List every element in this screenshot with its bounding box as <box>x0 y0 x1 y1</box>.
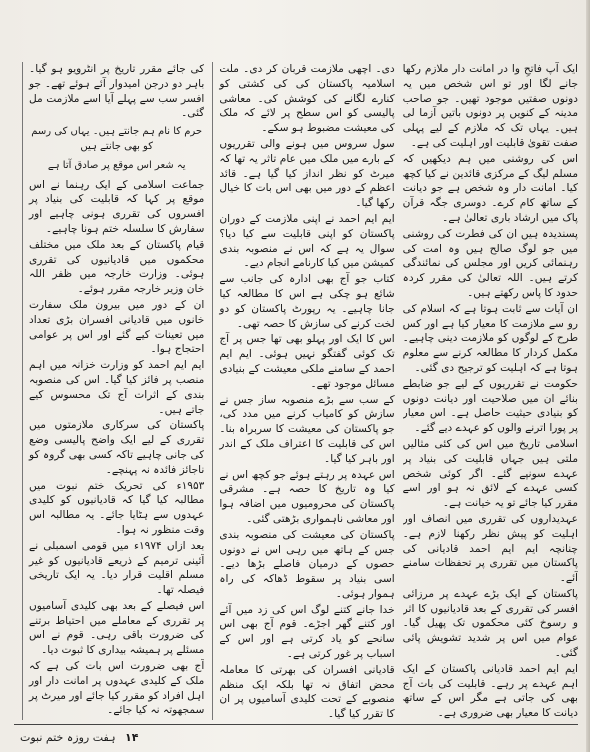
paragraph: کی جائے مقرر تاریخ پر انٹرویو ہو گیا۔ باہر دو درجن امیدوار آئے ہوئے تھے۔ جو افسر سب سے پہلے آیا اسے ملازمت مل گئی۔ <box>29 63 205 120</box>
footer-rule <box>14 724 578 725</box>
paragraph: دی۔ اچھی ملازمت قربان کر دی۔ ملت اسلامیہ پاکستان کی کی کشتی کو کنارے لگانے کی کوشش کی۔ معاشی پالیسی کو اس سطح پر لائے کہ ملک کی معیشت مضبوط ہو سکے۔ <box>219 63 395 135</box>
paragraph: عہدیداروں کی تقرری میں انصاف اور اہلیت کو پیش نظر رکھنا لازم ہے۔ چنانچہ ایم ایم احمد قادیانی کی پاکستان میں تقرری پر تحفظات سامنے آئے۔ <box>402 512 578 585</box>
paragraph: خدا جانے کتنے لوگ اس کی زد میں آئے اور کتنے گھر اجڑے۔ قوم آج بھی اس سانحے کو یاد کرتی ہے اور اس کے اسباب پر غور کرتی ہے۔ <box>219 603 395 661</box>
paragraph: ایم ایم احمد کو وزارت خزانہ میں اہم منصب پر فائز کیا گیا۔ اس کی منصوبہ بندی کے اثرات آج تک محسوس کیے جاتے ہیں۔ <box>29 359 205 416</box>
paragraph: اسلامی تاریخ میں اس کی کئی مثالیں ملتی ہیں جہاں قابلیت کی بنیاد پر عہدے سونپے گئے۔ اگر کوئی شخص کسی عہدے کے لائق نہ ہو اور اسے مقرر کیا جائے تو یہ خیانت ہے۔ <box>402 437 578 510</box>
paragraph: ایم ایم احمد قادیانی پاکستان کے ایک اہم عہدے پر رہے۔ قابلیت کی بات آج بھی کی جاتی ہے مگر اس کے ساتھ دیانت کا معیار بھی ضروری ہے۔ <box>402 662 578 720</box>
column-right <box>403 62 578 720</box>
paragraph: ایک آپ فاتحِ وا در امانت دار ملازم رکھا جانے لگا اور تو اس شخص میں یہ دونوں صفتیں موجود تھیں۔ جو صاحب مدینہ کے کنویں پر دونوں باتیں آزما لی ہیں۔ یہاں تک کہ ملازم کے لیے پہلی صفت تقویٰ قابلیت اور اہلیت کی ہے۔ <box>402 63 578 149</box>
column-left <box>22 62 204 720</box>
verse-line: حرم کا نام ہم جانتے ہیں۔ یہاں کی رسم کو بھی جانتے ہیں <box>31 126 203 152</box>
paragraph: کے سب سے بڑے منصوبہ ساز جس نے سازش کو کامیاب کرنے میں مدد کی، جو پاکستان کی معیشت کا سربراہ بنا۔ اس کی قابلیت کا اعتراف ملک کے اندر اور باہر کیا گیا۔ <box>219 393 395 465</box>
paragraph: بعد ازاں ۱۹۷۴ء میں قومی اسمبلی نے آئینی ترمیم کے ذریعے قادیانیوں کو غیر مسلم اقلیت قرار دیا۔ یہ ایک تاریخی فیصلہ تھا۔ <box>29 539 205 597</box>
page-footer <box>20 731 138 744</box>
verse-note: یہ شعر اس موقع پر صادق آتا ہے <box>47 159 186 171</box>
paragraph: حکومت نے تقرریوں کے لیے جو ضابطے بنائے ان میں صلاحیت اور دیانت دونوں کو بنیادی حیثیت حاصل ہے۔ اس معیار پر پورا اترنے والوں کو عہدے دیے گئے۔ <box>402 377 578 435</box>
paragraph: ان کے دور میں بیرون ملک سفارت خانوں میں قادیانی افسران بڑی تعداد میں تعینات کیے گئے اور اس پر عوامی احتجاج ہوا۔ <box>29 298 205 356</box>
paragraph: اس کا ایک اور پہلو بھی تھا جس پر آج تک کوئی گفتگو نہیں ہوئی۔ ایم ایم احمد کے سامنے ملکی معیشت کے بنیادی مسائل موجود تھے۔ <box>219 333 395 390</box>
page-spine-shadow <box>586 0 590 752</box>
paragraph: قادیانی افسران کی بھرتی کا معاملہ محض اتفاق نہ تھا بلکہ ایک منظم منصوبے کے تحت کلیدی آسامیوں پر ان کا تقرر کیا گیا۔ <box>219 663 395 720</box>
paragraph: پاکستان کی سرکاری ملازمتوں میں تقرری کے لیے ایک واضح پالیسی وضع کی جانی چاہیے تاکہ کسی بھی گروہ کو ناجائز فائدہ نہ پہنچے۔ <box>29 419 205 476</box>
publication-name: ہفت روزہ ختم نبوت <box>20 731 116 744</box>
paragraph: سول سروس میں ہونے والی تقرریوں کے بارے میں ملک میں عام تاثر یہ تھا کہ میرٹ کو نظر انداز کیا گیا ہے۔ قائد اعظم کے دور میں بھی اس بات کا خیال رکھا گیا۔ <box>219 137 395 210</box>
paragraph: پاکستان کے ایک بڑے عہدے پر مرزائی افسر کی تقرری کے بعد قادیانیوں کا اثر و رسوخ کئی محکموں تک پھیل گیا۔ عوام میں اس پر شدید تشویش پائی گئی۔ <box>402 587 578 660</box>
paragraph: قیام پاکستان کے بعد ملک میں مختلف محکموں میں قادیانیوں کی تقرری ہوئی۔ وزارت خارجہ میں ظفر اللہ خان وزیر خارجہ مقرر ہوئے۔ <box>29 238 205 296</box>
text-columns <box>22 62 578 720</box>
paragraph: ان آیات سے ثابت ہوتا ہے کہ اسلام کی رو سے ملازمت کا معیار کیا ہے اور کس طرح کے لوگوں کو ملازمت دینی چاہیے۔ مکمل کردار کا مطالعہ کرنے سے معلوم ہوتا ہے کہ اہلیت کو ترجیح دی گئی۔ <box>402 302 578 374</box>
paragraph: پاکستان کی معیشت کی منصوبہ بندی جس کے ہاتھ میں رہی اس نے دونوں حصوں کے درمیان فاصلے بڑھا دیے۔ اسی بنیاد پر سقوط ڈھاکہ کی راہ ہموار ہوئی۔ <box>219 528 395 600</box>
paragraph: جماعت اسلامی کے ایک رہنما نے اس موقع پر کہا کہ قابلیت کی بنیاد پر افسروں کی تقرری ہونی چاہیے اور سفارش کا سلسلہ ختم ہونا چاہیے۔ <box>29 178 205 235</box>
page-header <box>20 50 576 60</box>
column-middle <box>212 62 394 720</box>
paragraph: اس عہدہ پر رہتے ہوئے جو کچھ اس نے کیا وہ تاریخ کا حصہ ہے۔ مشرقی پاکستان کی محرومیوں میں اضافہ ہوا اور معاشی ناہمواری بڑھتی گئی۔ <box>219 468 395 525</box>
paragraph: ایم ایم احمد نے اپنی ملازمت کے دوران پاکستان کو اپنی قابلیت سے کیا دیا؟ سوال یہ ہے کہ اس نے منصوبہ بندی کمیشن میں کیا کارنامے انجام دیے۔ <box>219 212 395 270</box>
page-number: ۱۴ <box>125 731 139 744</box>
paragraph: پسندیدہ ہیں ان کی فطرت کی روشنی میں جو لوگ صالح ہیں وہ امت کی رہنمائی کریں اور مجلس کی نمائندگی کرتے ہیں۔ اللہ تعالیٰ کی مقرر کردہ حدود کا پاس رکھتے ہیں۔ <box>402 227 578 299</box>
paragraph: ۱۹۵۳ء کی تحریک ختم نبوت میں مطالبہ کیا گیا کہ قادیانیوں کو کلیدی عہدوں سے ہٹایا جائے۔ یہ مطالبہ اس وقت منظور نہ ہوا۔ <box>29 479 205 536</box>
paragraph: اس کی روشنی میں ہم دیکھیں کہ مسلم لیگ کے مرکزی قائدین نے کیا کچھ کیا۔ امانت دار وہ شخص ہے جو دیانت کے ساتھ کام کرے۔ دوسری جگہ قرآن پاک میں ارشاد باری تعالیٰ ہے۔ <box>402 152 578 224</box>
paragraph: آج بھی ضرورت اس بات کی ہے کہ ملک کے کلیدی عہدوں پر امانت دار اور اہل افراد کو مقرر کیا جائے اور میرٹ پر سمجھوتہ نہ کیا جائے۔ <box>29 660 205 717</box>
paragraph: کتاب جو آج بھی ادارہ کی جانب سے شائع ہو چکی ہے اس کا مطالعہ کیا جانا چاہیے۔ یہ رپورٹ پاکستان کو دو لخت کرنے کی سازش کا حصہ تھی۔ <box>219 273 395 330</box>
paragraph: اس فیصلے کے بعد بھی کلیدی آسامیوں پر تقرری کے معاملے میں احتیاط برتنے کی ضرورت باقی رہی۔ قوم نے اس مسئلے پر ہمیشہ بیداری کا ثبوت دیا۔ <box>29 599 205 657</box>
